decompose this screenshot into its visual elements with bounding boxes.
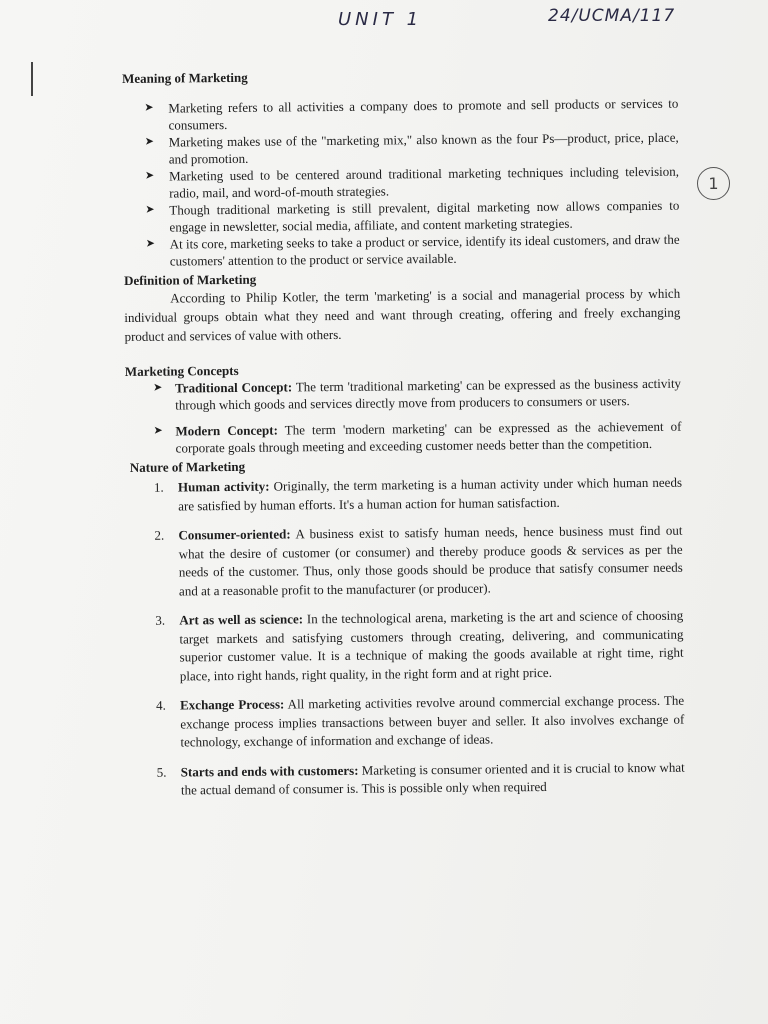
concept-text: The term 'traditional marketing' can be expressed as the business activity through which goods and services directly move from producers to consumers or users. bbox=[175, 375, 682, 413]
document-body bbox=[122, 65, 685, 812]
arrow-bullet-icon: ➤ bbox=[153, 424, 163, 437]
nature-term: Human activity: bbox=[177, 478, 270, 495]
nature-term: Exchange Process: bbox=[180, 696, 285, 713]
circled-page-number: 1 bbox=[697, 167, 730, 200]
list-item: ➤ Marketing refers to all activities a company does to promote and sell products or services to consumers. bbox=[144, 95, 679, 133]
item-number: 5. bbox=[156, 764, 167, 780]
concept-term: Traditional Concept: bbox=[174, 379, 293, 396]
arrow-bullet-icon: ➤ bbox=[152, 381, 163, 394]
list-item: ➤ Marketing used to be centered around traditional marketing techniques including television, radio, mail, and word-of-mouth strategies. bbox=[144, 163, 680, 201]
arrow-bullet-icon: ➤ bbox=[144, 169, 155, 182]
handwritten-course-code: 24/UCMA/117 bbox=[548, 6, 676, 26]
meaning-list bbox=[122, 95, 680, 270]
concept-text: The term 'modern marketing' can be expressed as the achievement of corporate goals through meeting and exceeding customer needs better than the competition. bbox=[175, 418, 682, 456]
nature-term: Art as well as science: bbox=[179, 611, 304, 628]
arrow-bullet-icon: ➤ bbox=[145, 237, 155, 250]
item-number: 4. bbox=[156, 697, 166, 713]
list-item bbox=[129, 758, 685, 800]
nature-text: Marketing is consumer oriented and it is crucial to know what the actual demand of consumer is. This is possible only when required bbox=[180, 759, 685, 798]
list-item bbox=[128, 692, 685, 753]
concepts-list bbox=[125, 375, 682, 457]
definition-text: According to Philip Kotler, the term 'marketing' is a social and managerial process by which individual groups obtain what they need and want through creating, offering and freely exchanging product and services of value with others. bbox=[124, 285, 681, 344]
nature-term: Starts and ends with customers: bbox=[180, 762, 359, 779]
item-number: 3. bbox=[155, 612, 166, 628]
nature-text: A business exist to satisfy human needs, hence business must find out what the desire of customer (or consumer) and thereby produce goods & services as per the needs of the customer. Thus, only those goods should be produce that satisfy consumer needs and at a reasonable profit to the manufacturer (or producer). bbox=[178, 522, 683, 598]
item-number: 1. bbox=[153, 479, 164, 495]
nature-text: Originally, the term marketing is a human activity under which human needs are satisfied by human efforts. It's a human action for human satisfaction. bbox=[178, 474, 683, 513]
list-item bbox=[126, 522, 683, 601]
item-number: 2. bbox=[154, 527, 165, 543]
list-item: ➤ At its core, marketing seeks to take a product or service, identify its ideal customers, and draw the customers' attention to the product or service available. bbox=[145, 231, 680, 269]
arrow-bullet-icon: ➤ bbox=[144, 135, 154, 148]
margin-mark bbox=[31, 62, 33, 96]
meaning-heading: Meaning of Marketing bbox=[122, 69, 248, 86]
list-item bbox=[127, 607, 684, 686]
arrow-bullet-icon: ➤ bbox=[145, 203, 155, 216]
list-item bbox=[125, 418, 681, 457]
list-item: ➤ Marketing makes use of the "marketing mix," also known as the four Ps—product, price, place, and promotion. bbox=[144, 129, 679, 167]
list-item bbox=[125, 375, 681, 414]
list-item: ➤ Though traditional marketing is still prevalent, digital marketing now allows companies to engage in newsletter, social media, affiliate, and content marketing strategies. bbox=[145, 197, 680, 235]
list-item bbox=[126, 474, 682, 516]
concept-term: Modern Concept: bbox=[175, 422, 278, 439]
concepts-heading: Marketing Concepts bbox=[124, 362, 239, 379]
nature-term: Consumer-oriented: bbox=[178, 526, 291, 543]
arrow-bullet-icon: ➤ bbox=[144, 101, 154, 114]
handwritten-unit-label: UNIT 1 bbox=[338, 9, 423, 30]
nature-list bbox=[126, 474, 685, 801]
nature-text: In the technological arena, marketing is the art and science of choosing target markets and satisfying customers through creating, delivering, and communicating superior customer value. It is a technique of making the goods available at right time, right place, into right hands, right quality, in the right form and at right price. bbox=[179, 607, 684, 683]
nature-heading: Nature of Marketing bbox=[129, 458, 246, 475]
definition-heading: Definition of Marketing bbox=[123, 271, 257, 288]
nature-text: All marketing activities revolve around commercial exchange process. The exchange process implies transactions between buyer and seller. It also involves exchange of technology, exchange of information and exchange of ideas. bbox=[180, 692, 685, 750]
